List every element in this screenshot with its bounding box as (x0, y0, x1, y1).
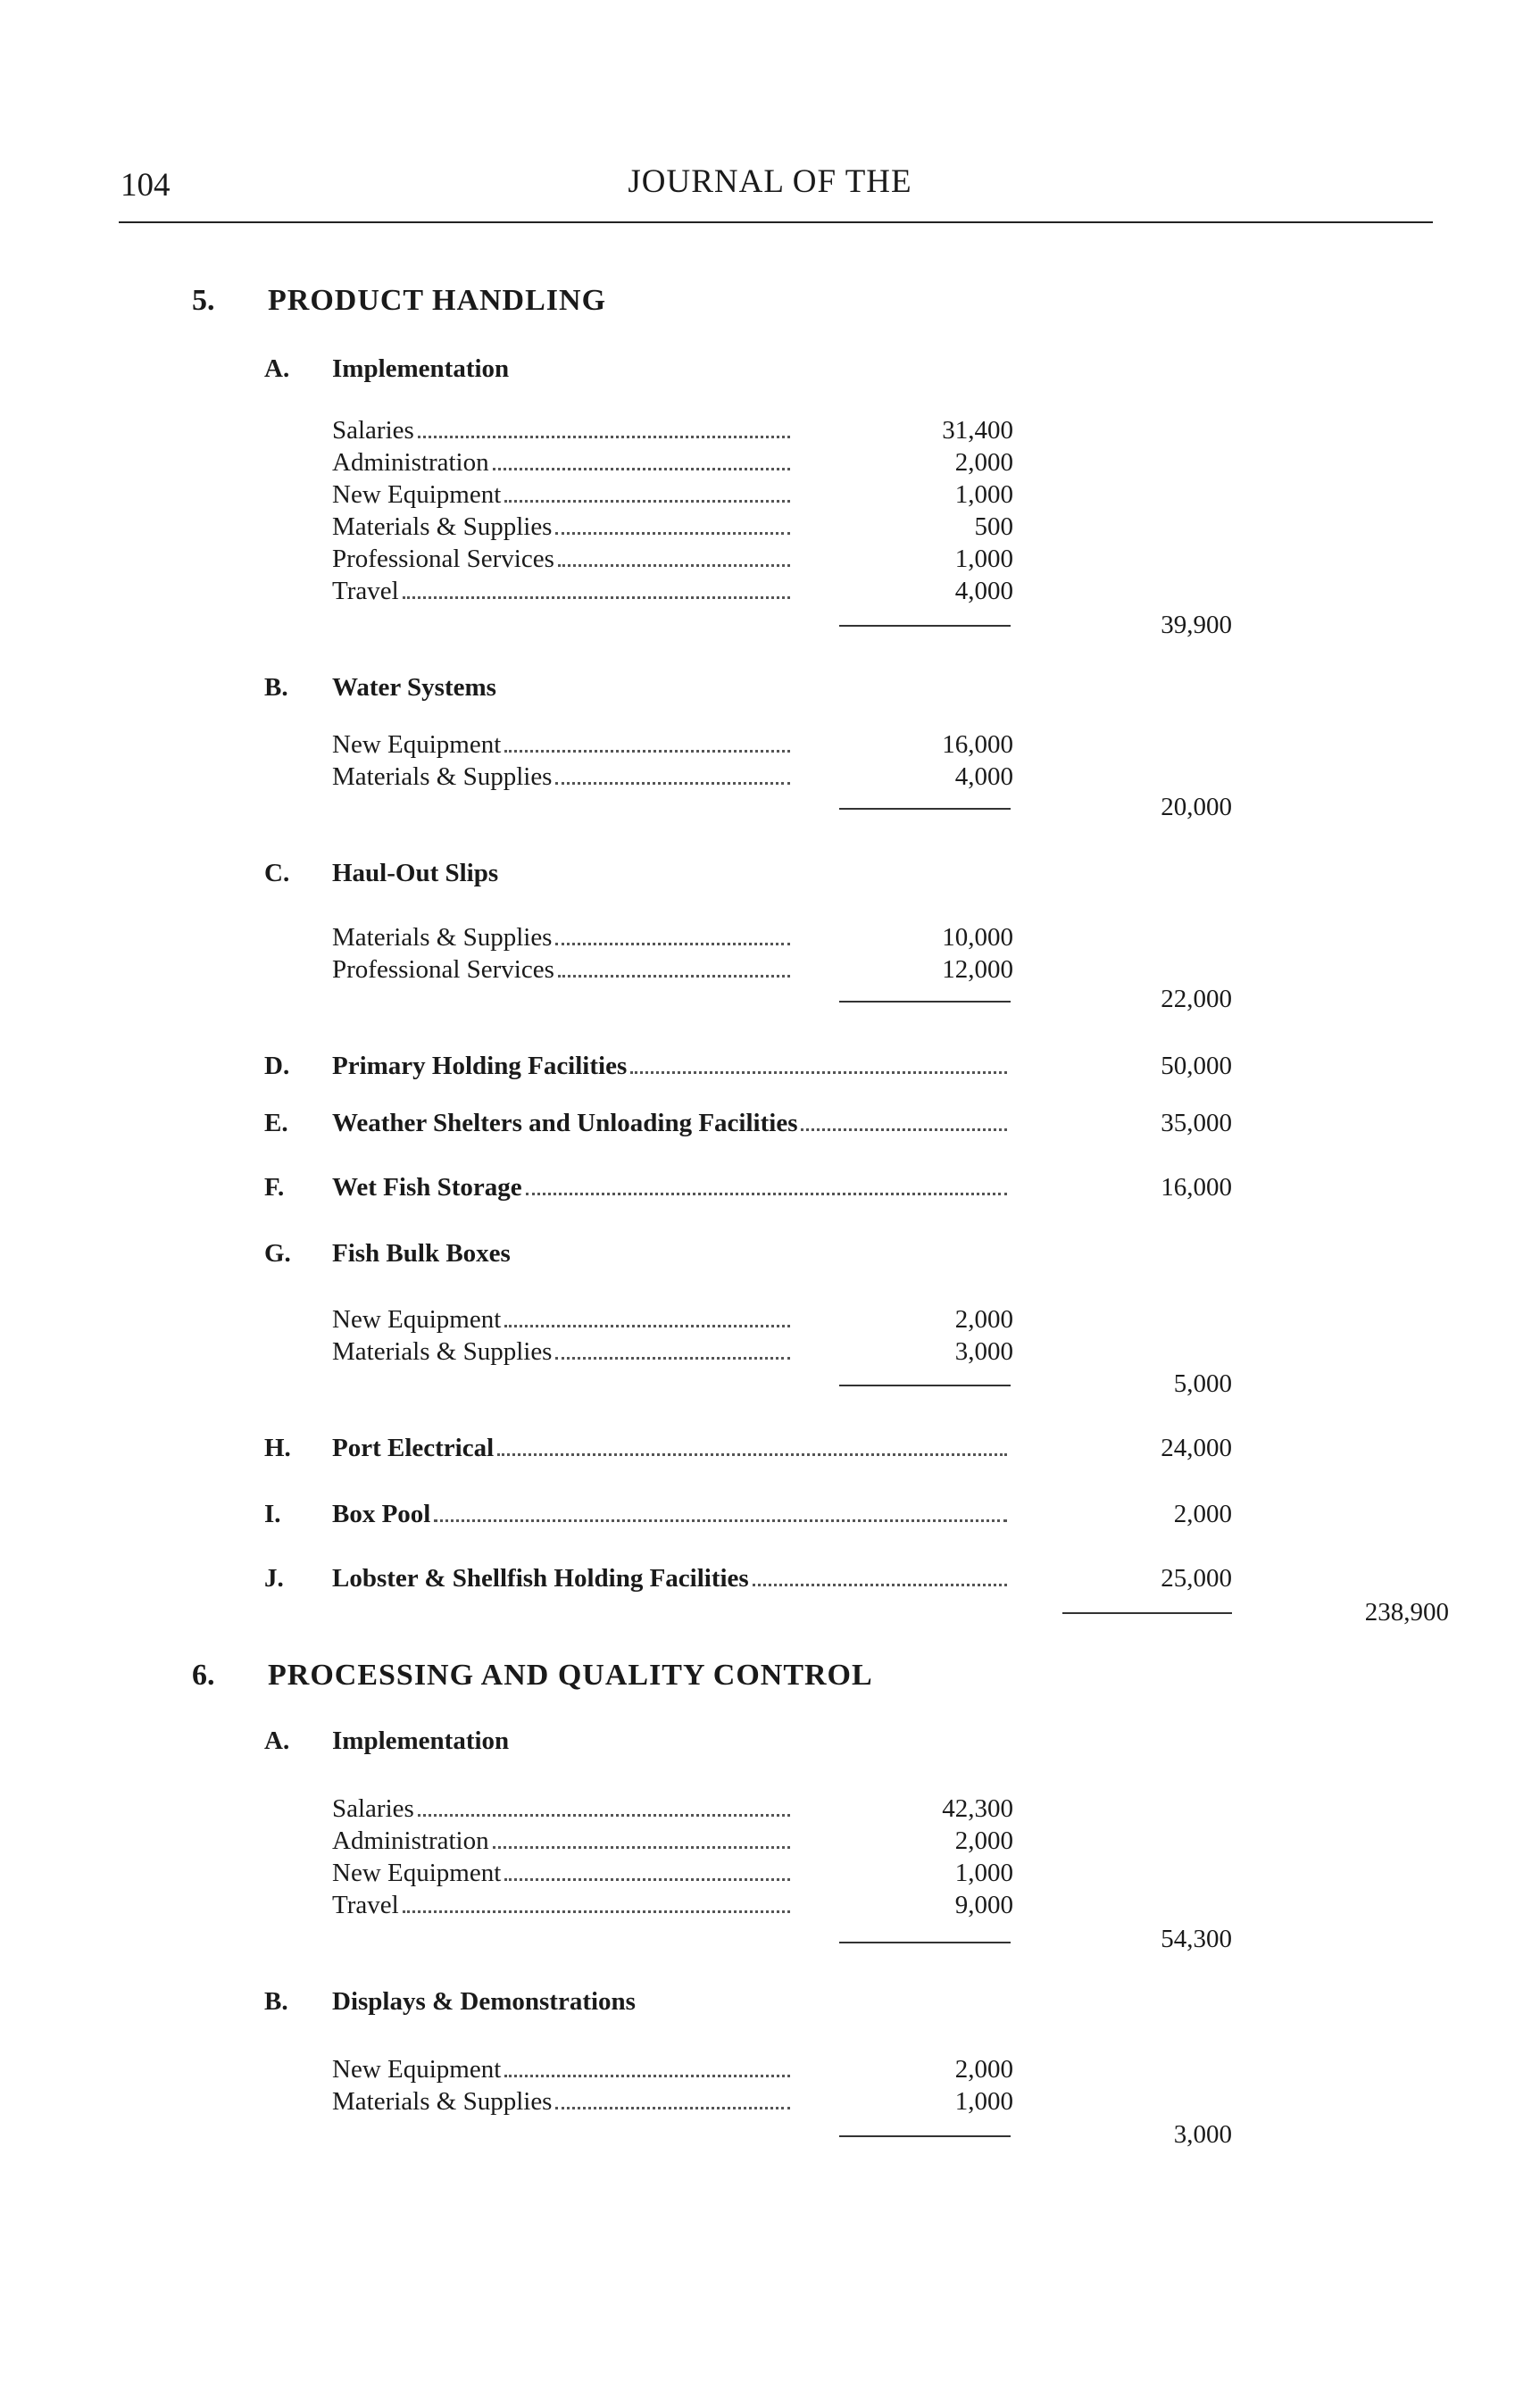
leader-dots (504, 749, 790, 753)
line-item-amount: 4,000 (954, 762, 1013, 791)
line-item (332, 730, 792, 760)
line-item-amount: 2,000 (954, 1826, 1013, 1855)
subsection-title: Weather Shelters and Unloading Facilities (332, 1109, 798, 1137)
subsection-title: Implementation (332, 1727, 510, 1755)
subsection-title-row (332, 1500, 1011, 1529)
subsection-title: Lobster & Shellfish Holding Facilities (332, 1564, 749, 1593)
subsection-title: Haul-Out Slips (332, 859, 499, 887)
running-title: JOURNAL OF THE (628, 163, 912, 200)
subsection-letter: B. (264, 1987, 288, 2016)
subtotal-amount: 24,000 (1161, 1434, 1232, 1462)
subsection-title-row (332, 1173, 1011, 1202)
line-item-amount: 9,000 (954, 1891, 1013, 1919)
leader-dots (504, 499, 790, 503)
header-rule (119, 221, 1433, 223)
sum-rule (1062, 1612, 1232, 1614)
subsection-title: Displays & Demonstrations (332, 1987, 636, 2016)
line-item (332, 577, 792, 606)
subsection-letter: B. (264, 673, 288, 702)
subsection-letter: E. (264, 1109, 288, 1137)
subtotal-amount: 35,000 (1161, 1109, 1232, 1137)
line-item (332, 1891, 792, 1920)
subsection-letter: D. (264, 1052, 290, 1080)
leader-dots (403, 595, 790, 599)
leader-dots (558, 563, 790, 567)
sum-rule (839, 1942, 1011, 1943)
line-item-amount: 16,000 (942, 730, 1013, 759)
line-item (332, 923, 792, 953)
subsection-letter: A. (264, 354, 290, 383)
line-item-amount: 1,000 (954, 480, 1013, 509)
line-item-label: Administration (332, 448, 489, 477)
subsection-letter: G. (264, 1239, 291, 1268)
subsection-title-row (332, 1052, 1011, 1081)
leader-dots (493, 1845, 790, 1849)
subtotal-amount: 54,300 (1161, 1925, 1232, 1953)
leader-dots (555, 942, 790, 945)
line-item-label: Materials & Supplies (332, 2087, 553, 2116)
sum-rule (839, 1385, 1011, 1386)
line-item (332, 448, 792, 478)
section-total: 238,900 (1364, 1598, 1449, 1627)
line-item-amount: 12,000 (942, 955, 1013, 984)
line-item-label: Salaries (332, 416, 414, 445)
sum-rule (839, 625, 1011, 627)
subtotal-amount: 20,000 (1161, 793, 1232, 821)
subtotal-amount: 16,000 (1161, 1173, 1232, 1202)
line-item (332, 480, 792, 510)
subsection-letter: J. (264, 1564, 284, 1593)
leader-dots (526, 1192, 1007, 1195)
page-number: 104 (121, 167, 171, 204)
subtotal-amount: 50,000 (1161, 1052, 1232, 1080)
leader-dots (555, 1356, 790, 1360)
subsection-title: Water Systems (332, 673, 496, 702)
subtotal-amount: 25,000 (1161, 1564, 1232, 1593)
subtotal-amount: 3,000 (1173, 2120, 1232, 2149)
line-item-amount: 2,000 (954, 1305, 1013, 1334)
subtotal-amount: 2,000 (1173, 1500, 1232, 1528)
subtotal-amount: 22,000 (1161, 985, 1232, 1013)
line-item-label: Administration (332, 1826, 489, 1855)
line-item-label: New Equipment (332, 730, 502, 759)
line-item-label: Materials & Supplies (332, 512, 553, 541)
line-item (332, 1305, 792, 1335)
sum-rule (839, 1001, 1011, 1003)
sum-rule (839, 2135, 1011, 2137)
line-item (332, 1794, 792, 1824)
line-item-label: Materials & Supplies (332, 762, 553, 791)
subsection-title-row (332, 1434, 1011, 1463)
leader-dots (555, 781, 790, 785)
line-item-amount: 31,400 (942, 416, 1013, 445)
line-item-label: New Equipment (332, 480, 502, 509)
line-item-amount: 1,000 (954, 545, 1013, 573)
subsection-letter: I. (264, 1500, 281, 1528)
line-item-label: Materials & Supplies (332, 923, 553, 952)
subsection-title: Wet Fish Storage (332, 1173, 522, 1202)
line-item (332, 762, 792, 792)
leader-dots (504, 1324, 790, 1327)
section-title: PRODUCT HANDLING (268, 284, 607, 317)
leader-dots (753, 1583, 1007, 1586)
leader-dots (403, 1910, 790, 1913)
line-item (332, 2087, 792, 2117)
line-item-amount: 1,000 (954, 1859, 1013, 1887)
subsection-title: Primary Holding Facilities (332, 1052, 628, 1080)
leader-dots (555, 2106, 790, 2109)
subsection-title: Box Pool (332, 1500, 431, 1528)
line-item (332, 416, 792, 445)
subsection-title-row (332, 1109, 1011, 1138)
sum-rule (839, 808, 1011, 810)
line-item (332, 1337, 792, 1367)
line-item (332, 955, 792, 985)
line-item-label: Salaries (332, 1794, 414, 1823)
line-item (332, 1826, 792, 1856)
line-item (332, 545, 792, 574)
line-item-amount: 500 (974, 512, 1013, 541)
leader-dots (497, 1452, 1007, 1456)
line-item (332, 512, 792, 542)
leader-dots (558, 974, 790, 978)
line-item (332, 2055, 792, 2084)
line-item-amount: 42,300 (942, 1794, 1013, 1823)
subsection-title-row (332, 1564, 1011, 1593)
subsection-letter: C. (264, 859, 290, 887)
subsection-title: Port Electrical (332, 1434, 495, 1462)
line-item-amount: 3,000 (954, 1337, 1013, 1366)
line-item-label: New Equipment (332, 2055, 502, 2084)
section-number: 5. (192, 284, 215, 317)
subtotal-amount: 39,900 (1161, 611, 1232, 639)
subsection-letter: F. (264, 1173, 285, 1202)
leader-dots (418, 1813, 790, 1817)
section-title: PROCESSING AND QUALITY CONTROL (268, 1659, 873, 1692)
line-item-label: New Equipment (332, 1859, 502, 1887)
leader-dots (504, 2074, 790, 2077)
subsection-title: Implementation (332, 354, 510, 383)
section-number: 6. (192, 1659, 215, 1692)
leader-dots (504, 1877, 790, 1881)
line-item-amount: 4,000 (954, 577, 1013, 605)
leader-dots (630, 1070, 1007, 1074)
leader-dots (801, 1127, 1007, 1131)
leader-dots (434, 1519, 1007, 1522)
leader-dots (418, 435, 790, 438)
subsection-letter: A. (264, 1727, 290, 1755)
line-item-label: Professional Services (332, 955, 554, 984)
line-item-amount: 10,000 (942, 923, 1013, 952)
leader-dots (493, 467, 790, 470)
line-item-amount: 2,000 (954, 2055, 1013, 2084)
line-item-label: Professional Services (332, 545, 554, 573)
subtotal-amount: 5,000 (1173, 1369, 1232, 1398)
line-item (332, 1859, 792, 1888)
subsection-title: Fish Bulk Boxes (332, 1239, 511, 1268)
line-item-label: Travel (332, 577, 399, 605)
line-item-label: New Equipment (332, 1305, 502, 1334)
leader-dots (555, 531, 790, 535)
line-item-label: Travel (332, 1891, 399, 1919)
line-item-amount: 1,000 (954, 2087, 1013, 2116)
subsection-letter: H. (264, 1434, 291, 1462)
line-item-label: Materials & Supplies (332, 1337, 553, 1366)
line-item-amount: 2,000 (954, 448, 1013, 477)
